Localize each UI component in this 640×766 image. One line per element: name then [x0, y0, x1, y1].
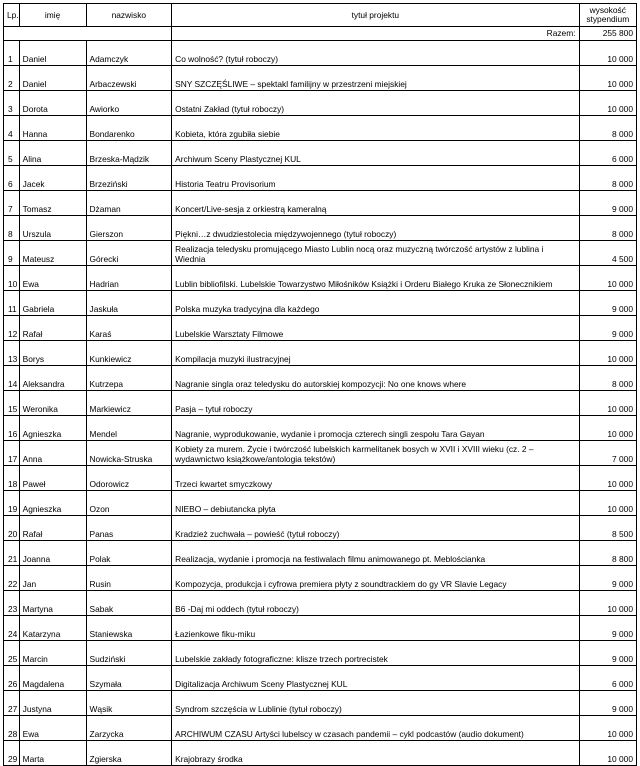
row-nazwisko: Awiorko [86, 91, 172, 116]
row-tytul: Kompozycja, produkcja i cyfrowa premiera płyty z soundtrackiem do gy VR Slavie Legacy [172, 566, 579, 591]
row-kwota: 8 000 [579, 116, 636, 141]
row-nazwisko: Polak [86, 541, 172, 566]
row-lp: 19 [4, 491, 20, 516]
row-kwota: 9 000 [579, 291, 636, 316]
row-nazwisko: Odorowicz [86, 466, 172, 491]
row-nazwisko: Karaś [86, 316, 172, 341]
row-nazwisko: Zarzycka [86, 716, 172, 741]
row-imie: Dorota [19, 91, 86, 116]
row-tytul: Co wolność? (tytuł roboczy) [172, 41, 579, 66]
row-nazwisko: Dżaman [86, 191, 172, 216]
row-imie: Marcin [19, 641, 86, 666]
row-nazwisko: Bondarenko [86, 116, 172, 141]
table-row [4, 716, 637, 741]
row-tytul: NIEBO – debiutancka płyta [172, 491, 579, 516]
row-imie: Borys [19, 341, 86, 366]
header-row [4, 4, 637, 27]
row-nazwisko: Adamczyk [86, 41, 172, 66]
row-tytul: Lubelskie Warsztaty Filmowe [172, 316, 579, 341]
row-tytul: Syndrom szczęścia w Lublinie (tytuł roboczy) [172, 691, 579, 716]
row-tytul: Nagranie, wyprodukowanie, wydanie i promocja czterech singli zespołu Tara Gayan [172, 416, 579, 441]
row-kwota: 10 000 [579, 391, 636, 416]
row-nazwisko: Brzeska-Mądzik [86, 141, 172, 166]
row-tytul: Pasja – tytuł roboczy [172, 391, 579, 416]
table-row [4, 216, 637, 241]
row-lp: 25 [4, 641, 20, 666]
row-lp: 9 [4, 241, 20, 266]
row-lp: 12 [4, 316, 20, 341]
row-nazwisko: Szymała [86, 666, 172, 691]
row-imie: Weronika [19, 391, 86, 416]
row-nazwisko: Wąsik [86, 691, 172, 716]
row-tytul: Polska muzyka tradycyjna dla każdego [172, 291, 579, 316]
table-row [4, 391, 637, 416]
row-lp: 13 [4, 341, 20, 366]
row-tytul: Kompilacja muzyki ilustracyjnej [172, 341, 579, 366]
row-kwota: 9 000 [579, 641, 636, 666]
row-lp: 29 [4, 741, 20, 766]
row-kwota: 8 800 [579, 541, 636, 566]
row-lp: 26 [4, 666, 20, 691]
row-tytul: Kobiety za murem. Życie i twórczość lubelskich karmelitanek bosych w XVII i XVIII wieku (cz. 2 – wydawnictwo książkowe/antologia tekstów) [172, 441, 579, 466]
row-kwota: 10 000 [579, 591, 636, 616]
row-tytul: Piękni…z dwudziestolecia międzywojennego (tytuł roboczy) [172, 216, 579, 241]
row-imie: Agnieszka [19, 416, 86, 441]
row-nazwisko: Hadrian [86, 266, 172, 291]
row-imie: Justyna [19, 691, 86, 716]
row-kwota: 10 000 [579, 91, 636, 116]
row-kwota: 6 000 [579, 141, 636, 166]
row-lp: 18 [4, 466, 20, 491]
row-lp: 17 [4, 441, 20, 466]
scholarship-table [3, 3, 637, 766]
row-imie: Katarzyna [19, 616, 86, 641]
row-nazwisko: Markiewicz [86, 391, 172, 416]
row-imie: Marta [19, 741, 86, 766]
table-row [4, 266, 637, 291]
row-nazwisko: Ozon [86, 491, 172, 516]
row-imie: Mateusz [19, 241, 86, 266]
row-kwota: 10 000 [579, 416, 636, 441]
row-imie: Rafał [19, 316, 86, 341]
table-row [4, 541, 637, 566]
table-row [4, 691, 637, 716]
row-lp: 24 [4, 616, 20, 641]
row-nazwisko: Sudziński [86, 641, 172, 666]
row-tytul: B6 -Daj mi oddech (tytuł roboczy) [172, 591, 579, 616]
row-lp: 27 [4, 691, 20, 716]
row-kwota: 8 000 [579, 166, 636, 191]
row-lp: 8 [4, 216, 20, 241]
table-row [4, 316, 637, 341]
row-lp: 6 [4, 166, 20, 191]
row-imie: Magdalena [19, 666, 86, 691]
row-imie: Jan [19, 566, 86, 591]
header-lp: Lp. [4, 4, 20, 27]
table-row [4, 516, 637, 541]
row-kwota: 7 000 [579, 441, 636, 466]
row-kwota: 8 000 [579, 366, 636, 391]
row-imie: Joanna [19, 541, 86, 566]
row-imie: Martyna [19, 591, 86, 616]
header-wysokosc [579, 4, 636, 27]
row-imie: Urszula [19, 216, 86, 241]
table-row [4, 291, 637, 316]
row-tytul: Realizacja teledysku promującego Miasto Lublin nocą oraz muzyczną twórczość artystów z lublina i Wiednia [172, 241, 579, 266]
row-tytul: ARCHIWUM CZASU Artyści lubelscy w czasach pandemii – cykl podcastów (audio dokument) [172, 716, 579, 741]
row-imie: Jacek [19, 166, 86, 191]
table-row [4, 366, 637, 391]
row-tytul: Digitalizacja Archiwum Sceny Plastycznej KUL [172, 666, 579, 691]
row-nazwisko: Brzeziński [86, 166, 172, 191]
row-imie: Daniel [19, 41, 86, 66]
row-tytul: Trzeci kwartet smyczkowy [172, 466, 579, 491]
table-row [4, 416, 637, 441]
row-kwota: 9 000 [579, 566, 636, 591]
table-row [4, 191, 637, 216]
table-row [4, 566, 637, 591]
row-nazwisko: Arbaczewski [86, 66, 172, 91]
row-tytul: Nagranie singla oraz teledysku do autorskiej kompozycji: No one knows where [172, 366, 579, 391]
row-tytul: Historia Teatru Provisorium [172, 166, 579, 191]
table-row [4, 41, 637, 66]
row-lp: 14 [4, 366, 20, 391]
row-kwota: 10 000 [579, 66, 636, 91]
row-imie: Hanna [19, 116, 86, 141]
row-kwota: 10 000 [579, 716, 636, 741]
row-lp: 3 [4, 91, 20, 116]
row-nazwisko: Rusin [86, 566, 172, 591]
row-lp: 21 [4, 541, 20, 566]
table-row [4, 166, 637, 191]
row-tytul: Koncert/Live-sesja z orkiestrą kameralną [172, 191, 579, 216]
header-nazwisko: nazwisko [86, 4, 172, 27]
row-nazwisko: Kunkiewicz [86, 341, 172, 366]
table-body [4, 41, 637, 766]
row-nazwisko: Panas [86, 516, 172, 541]
row-lp: 16 [4, 416, 20, 441]
table-row [4, 66, 637, 91]
header-wysokosc-line2: stypendium [586, 14, 630, 24]
row-nazwisko: Górecki [86, 241, 172, 266]
row-kwota: 10 000 [579, 266, 636, 291]
row-imie: Anna [19, 441, 86, 466]
row-tytul: SNY SZCZĘŚLIWE – spektakl familijny w przestrzeni miejskiej [172, 66, 579, 91]
table-row [4, 641, 637, 666]
row-tytul: Łazienkowe fiku-miku [172, 616, 579, 641]
table-row [4, 116, 637, 141]
table-row [4, 341, 637, 366]
table-row [4, 491, 637, 516]
row-kwota: 10 000 [579, 466, 636, 491]
row-nazwisko: Nowicka-Struska [86, 441, 172, 466]
table-row [4, 91, 637, 116]
row-kwota: 4 500 [579, 241, 636, 266]
row-imie: Ewa [19, 716, 86, 741]
header-imie: imię [19, 4, 86, 27]
row-lp: 4 [4, 116, 20, 141]
header-wysokosc-line1: wysokość [589, 5, 626, 15]
row-kwota: 9 000 [579, 316, 636, 341]
row-lp: 7 [4, 191, 20, 216]
row-kwota: 8 500 [579, 516, 636, 541]
header-tytul: tytuł projektu [172, 4, 579, 27]
total-row-blank [4, 27, 172, 41]
row-nazwisko: Zgierska [86, 741, 172, 766]
row-kwota: 10 000 [579, 741, 636, 766]
row-nazwisko: Mendel [86, 416, 172, 441]
row-tytul: Archiwum Sceny Plastycznej KUL [172, 141, 579, 166]
row-nazwisko: Staniewska [86, 616, 172, 641]
total-label: Razem: [172, 27, 579, 41]
row-kwota: 10 000 [579, 41, 636, 66]
row-imie: Alina [19, 141, 86, 166]
row-lp: 2 [4, 66, 20, 91]
row-tytul: Kobieta, która zgubiła siebie [172, 116, 579, 141]
row-lp: 23 [4, 591, 20, 616]
table-row [4, 741, 637, 766]
row-tytul: Realizacja, wydanie i promocja na festiwalach filmu animowanego pt. Meblościanka [172, 541, 579, 566]
row-imie: Paweł [19, 466, 86, 491]
table-row [4, 591, 637, 616]
row-imie: Agnieszka [19, 491, 86, 516]
row-kwota: 6 000 [579, 666, 636, 691]
row-imie: Rafał [19, 516, 86, 541]
row-lp: 28 [4, 716, 20, 741]
row-imie: Daniel [19, 66, 86, 91]
row-kwota: 9 000 [579, 616, 636, 641]
row-lp: 10 [4, 266, 20, 291]
row-lp: 15 [4, 391, 20, 416]
row-imie: Gabriela [19, 291, 86, 316]
row-tytul: Lubelskie zakłady fotograficzne: klisze trzech portrecistek [172, 641, 579, 666]
total-row [4, 27, 637, 41]
table-row [4, 466, 637, 491]
row-tytul: Kradzież zuchwała – powieść (tytuł roboczy) [172, 516, 579, 541]
row-nazwisko: Jaskuła [86, 291, 172, 316]
table-row [4, 616, 637, 641]
row-nazwisko: Sabak [86, 591, 172, 616]
row-lp: 11 [4, 291, 20, 316]
row-tytul: Ostatni Zakład (tytuł roboczy) [172, 91, 579, 116]
row-lp: 22 [4, 566, 20, 591]
row-kwota: 10 000 [579, 491, 636, 516]
row-lp: 5 [4, 141, 20, 166]
row-kwota: 9 000 [579, 191, 636, 216]
row-imie: Tomasz [19, 191, 86, 216]
row-imie: Aleksandra [19, 366, 86, 391]
table-row [4, 666, 637, 691]
row-nazwisko: Kutrzepa [86, 366, 172, 391]
row-kwota: 8 000 [579, 216, 636, 241]
table-row [4, 441, 637, 466]
row-imie: Ewa [19, 266, 86, 291]
row-tytul: Krajobrazy środka [172, 741, 579, 766]
row-lp: 1 [4, 41, 20, 66]
row-nazwisko: Gierszon [86, 216, 172, 241]
row-kwota: 9 000 [579, 691, 636, 716]
scholarship-table-sheet [3, 3, 637, 766]
total-value: 255 800 [579, 27, 636, 41]
row-lp: 20 [4, 516, 20, 541]
table-row [4, 241, 637, 266]
table-row [4, 141, 637, 166]
row-tytul: Lublin bibliofilski. Lubelskie Towarzystwo Miłośników Książki i Orderu Białego Kruka ze Słonecznikiem [172, 266, 579, 291]
row-kwota: 10 000 [579, 341, 636, 366]
